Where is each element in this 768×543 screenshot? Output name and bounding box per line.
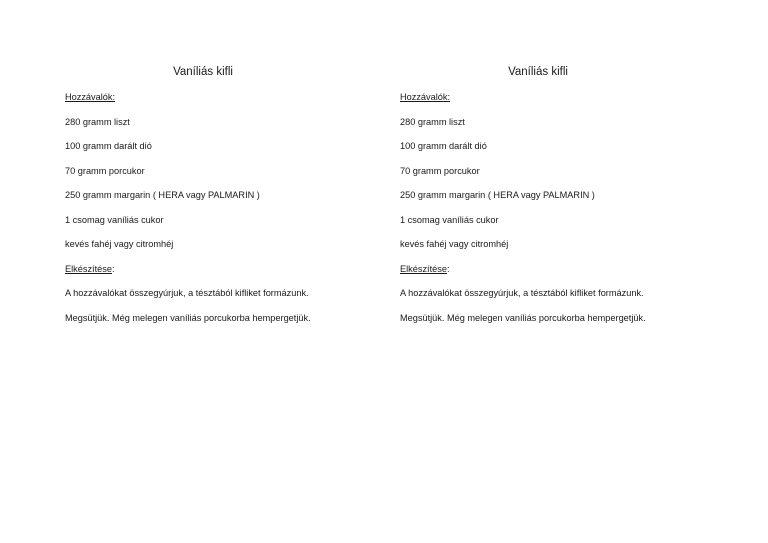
recipe-title: Vaníliás kifli [173, 66, 233, 78]
recipe-right [400, 64, 700, 336]
method-heading-line [400, 263, 700, 276]
method-heading-line [65, 263, 365, 276]
ingredient-item: kevés fahéj vagy citromhéj [400, 239, 509, 249]
ingredient-item: 70 gramm porcukor [400, 165, 480, 176]
ingredients-heading: Hozzávalók: [65, 92, 116, 102]
method-heading-colon: : [446, 263, 450, 274]
ingredient-item: 280 gramm liszt [400, 116, 465, 127]
ingredient-item: 1 csomag vaníliás cukor [400, 214, 499, 225]
method-heading: Elkészítése [65, 263, 112, 274]
ingredient-item: 250 gramm margarin ( HERA vagy PALMARIN ) [400, 190, 595, 200]
method-step: A hozzávalókat összegyúrjuk, a tésztából kifliket formázunk. [65, 288, 309, 298]
recipe-title: Vaníliás kifli [508, 66, 568, 78]
ingredient-item: 100 gramm darált dió [65, 141, 152, 151]
method-step: Megsütjük. Még melegen vaníliás porcukorba hempergetjük. [400, 312, 646, 323]
ingredient-item: 100 gramm darált dió [400, 141, 487, 151]
ingredients-heading: Hozzávalók: [400, 92, 451, 102]
ingredient-item: kevés fahéj vagy citromhéj [65, 239, 174, 249]
method-heading-colon: : [111, 263, 115, 274]
recipe-left [65, 64, 365, 336]
ingredient-item: 250 gramm margarin ( HERA vagy PALMARIN ) [65, 190, 260, 200]
ingredient-item: 70 gramm porcukor [65, 165, 145, 176]
method-step: A hozzávalókat összegyúrjuk, a tésztából kifliket formázunk. [400, 288, 644, 298]
ingredient-item: 280 gramm liszt [65, 116, 130, 127]
method-heading: Elkészítése [400, 263, 447, 274]
ingredient-item: 1 csomag vaníliás cukor [65, 214, 164, 225]
method-step: Megsütjük. Még melegen vaníliás porcukorba hempergetjük. [65, 312, 311, 323]
